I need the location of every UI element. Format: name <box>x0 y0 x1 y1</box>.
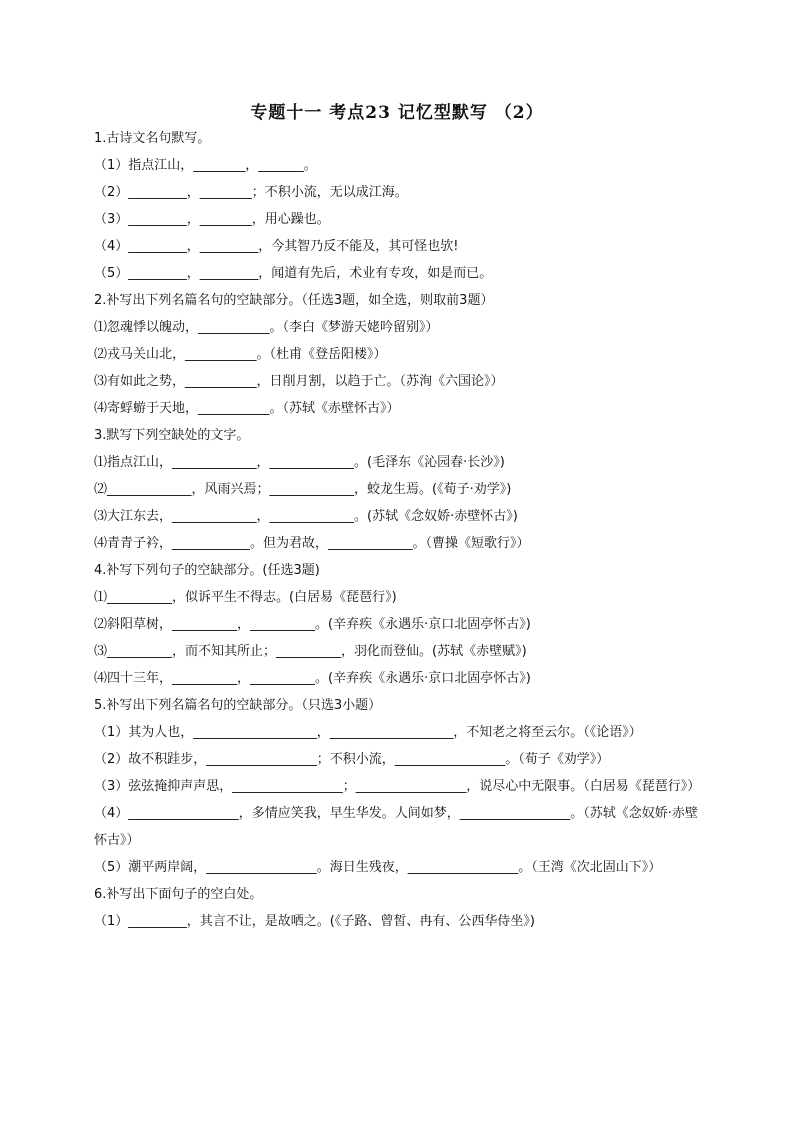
document-body <box>94 125 701 935</box>
question-line: ⑵_____________，风雨兴焉；_____________，蛟龙生焉。(《荀子·劝学》) <box>94 482 512 497</box>
question-line: ⑶大江东去，_____________，_____________。(苏轼《念奴娇·赤壁怀古》) <box>94 509 518 524</box>
question-line: ⑴__________，似诉平生不得志。(白居易《琵琶行》) <box>94 590 397 605</box>
question-line: （4）_________________，多情应笑我，早生华发。人间如梦，_________________。（苏轼《念奴娇·赤壁怀古》） <box>94 806 698 848</box>
question-line: （1）其为人也，___________________，___________________，不知老之将至云尔。（《论语》） <box>94 725 642 740</box>
question-line: （1）指点江山，________，_______。 <box>94 158 317 173</box>
question-line: （3）_________，________，用心躁也。 <box>94 212 330 227</box>
question-line: （2）_________，________；不积小流，无以成江海。 <box>94 185 408 200</box>
question-line: （4）_________，_________，今其智乃反不能及，其可怪也欤! <box>94 239 459 254</box>
section-heading-1: 1.古诗文名句默写。 <box>94 131 211 146</box>
question-line: ⑵戎马关山北，___________。（杜甫《登岳阳楼》） <box>94 347 387 362</box>
question-line: ⑷青青子衿，____________。但为君故，_____________。（曹操《短歌行》） <box>94 536 530 551</box>
question-line: （5）_________，_________，闻道有先后，术业有专攻，如是而已。 <box>94 266 493 281</box>
question-line: ⑶有如此之势，___________，日削月割，以趋于亡。（苏洵《六国论》） <box>94 374 504 389</box>
section-heading-5: 5.补写出下列名篇名句的空缺部分。（只选3小题） <box>94 698 382 713</box>
section-heading-4: 4.补写下列句子的空缺部分。(任选3题) <box>94 563 320 578</box>
section-heading-6: 6.补写出下面句子的空白处。 <box>94 887 263 902</box>
question-line: ⑷四十三年，__________，__________。(辛弃疾《永遇乐·京口北固亭怀古》) <box>94 671 531 686</box>
question-line: ⑴指点江山，_____________，_____________。(毛泽东《沁园春·长沙》) <box>94 455 505 470</box>
question-line: ⑴忽魂悸以魄动，___________。（李白《梦游天姥吟留别》） <box>94 320 439 335</box>
question-line: （2）故不积跬步，_________________；不积小流，_________________。（荀子《劝学》） <box>94 752 610 767</box>
section-heading-2: 2.补写出下列名篇名句的空缺部分。（任选3题，如全选，则取前3题） <box>94 293 494 308</box>
question-line: （1）_________，其言不让，是故哂之。(《子路、曾皙、冉有、公西华侍坐》) <box>94 914 535 929</box>
question-line: ⑶__________，而不知其所止；__________，羽化而登仙。(苏轼《赤壁赋》) <box>94 644 527 659</box>
question-line: ⑷寄蜉蝣于天地，___________。（苏轼《赤壁怀古》） <box>94 401 400 416</box>
question-line: （5）潮平两岸阔，_________________。海日生残夜，_________________。（王湾《次北固山下》） <box>94 860 662 875</box>
question-line: ⑵斜阳草树，__________，__________。(辛弃疾《永遇乐·京口北固亭怀古》) <box>94 617 531 632</box>
question-line: （3）弦弦掩抑声声思，_________________；_________________，说尽心中无限事。（白居易《琵琶行》） <box>94 779 701 794</box>
section-heading-3: 3.默写下列空缺处的文字。 <box>94 428 250 443</box>
page-title: 专题十一 考点23 记忆型默写 （2） <box>250 103 544 123</box>
